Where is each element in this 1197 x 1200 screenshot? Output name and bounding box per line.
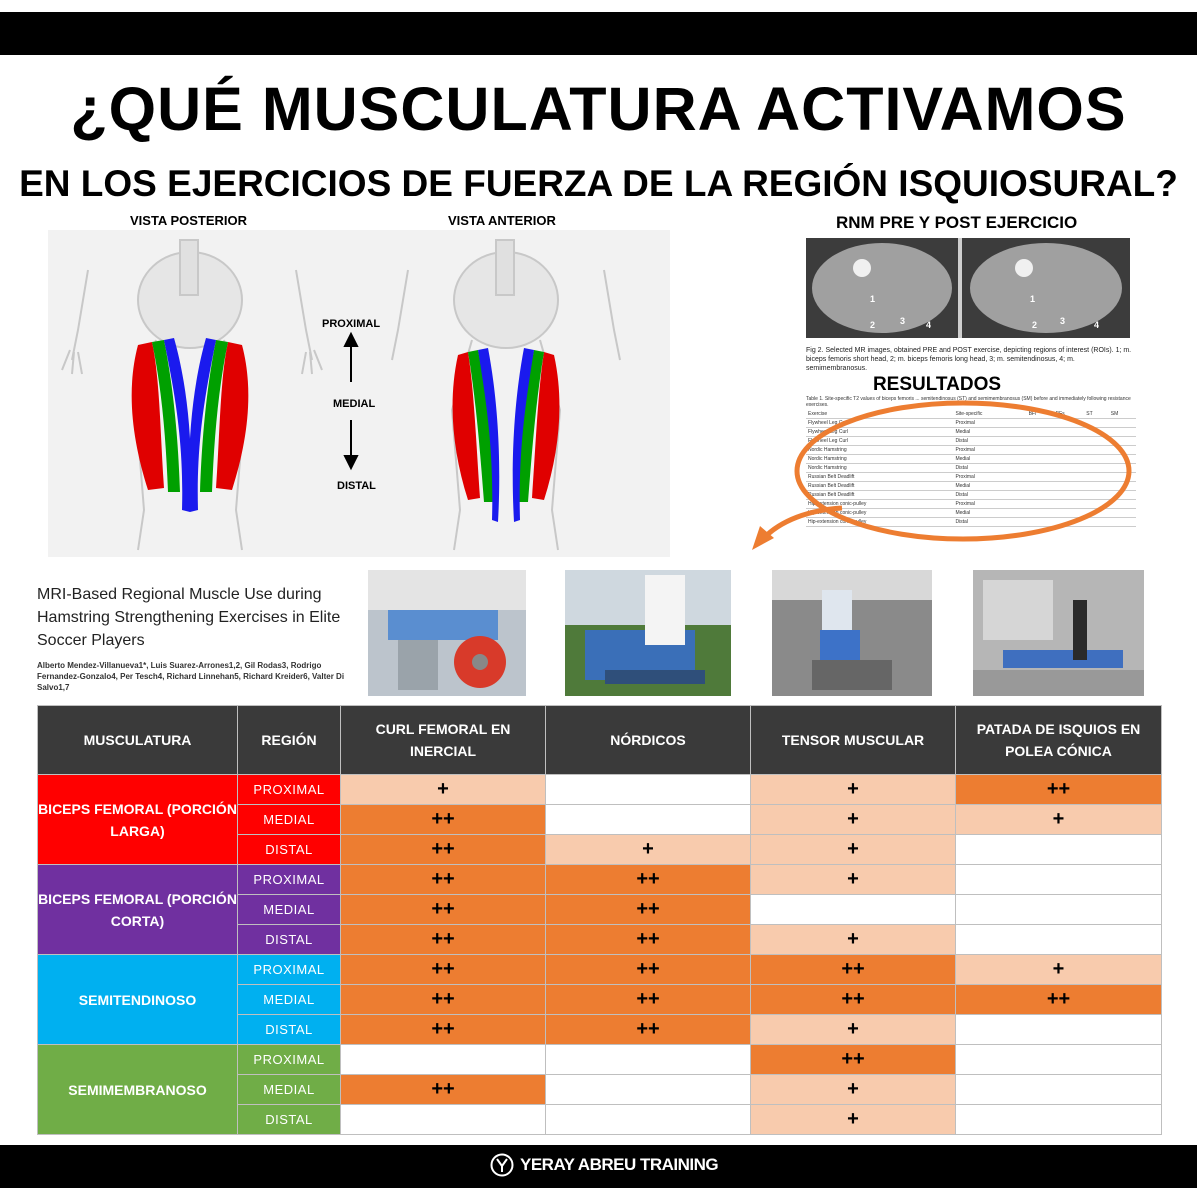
activation-cell-patada [956, 835, 1162, 865]
results-cell: Proximal [953, 419, 1026, 428]
mri-images [806, 238, 1130, 338]
medial-label: MEDIAL [333, 398, 376, 410]
proximal-label: PROXIMAL [322, 318, 381, 330]
region-cell: PROXIMAL [238, 865, 341, 895]
roi-label: 1 [870, 294, 876, 304]
results-cell: Russian Belt Deadlift [806, 473, 953, 482]
anterior-hamstrings [453, 348, 560, 522]
posterior-view-label: VISTA POSTERIOR [130, 213, 248, 228]
activation-cell-patada: + [956, 955, 1162, 985]
results-cell: Nordic Hamstring [806, 446, 953, 455]
activation-cell-tensor: + [751, 1075, 956, 1105]
header-nordicos: NÓRDICOS [546, 706, 751, 775]
results-cell: Nordic Hamstring [806, 455, 953, 464]
activation-cell-curl: ++ [341, 835, 546, 865]
activation-cell-nordic: ++ [546, 895, 751, 925]
activation-cell-tensor: ++ [751, 955, 956, 985]
activation-cell-tensor: + [751, 835, 956, 865]
activation-cell-curl [341, 1045, 546, 1075]
results-cell: Distal [953, 437, 1026, 446]
roi-label: 4 [926, 320, 932, 330]
results-header: BFs [1054, 410, 1084, 419]
activation-cell-nordic: ++ [546, 985, 751, 1015]
ya-monogram-icon [490, 1153, 514, 1177]
header-musculatura: MUSCULATURA [38, 706, 238, 775]
activation-cell-tensor: + [751, 1015, 956, 1045]
photo-nordicos [565, 570, 731, 696]
results-title: RESULTADOS [872, 374, 1002, 395]
activation-cell-tensor: + [751, 805, 956, 835]
results-cell: Hip-extension conic-pulley [806, 518, 953, 527]
results-cell: Flywheel Leg Curl [806, 419, 953, 428]
muscle-name-cell: SEMIMEMBRANOSO [38, 1045, 238, 1135]
results-cell: Hip-extension conic-pulley [806, 500, 953, 509]
results-header: ST [1084, 410, 1109, 419]
results-cell: Nordic Hamstring [806, 464, 953, 473]
activation-cell-nordic: + [546, 835, 751, 865]
activation-cell-curl: ++ [341, 805, 546, 835]
activation-cell-patada [956, 1105, 1162, 1135]
muscle-name-cell: BICEPS FEMORAL (PORCIÓN LARGA) [38, 775, 238, 865]
table-row [38, 775, 1162, 805]
activation-table-body [38, 775, 1162, 1135]
results-cell: Flywheel Leg Curl [806, 437, 953, 446]
roi-label: 2 [870, 320, 876, 330]
region-cell: DISTAL [238, 835, 341, 865]
footer-brand: YERAY ABREU TRAINING [520, 1155, 719, 1174]
activation-cell-curl: ++ [341, 865, 546, 895]
activation-cell-nordic [546, 775, 751, 805]
region-cell: PROXIMAL [238, 1045, 341, 1075]
activation-cell-tensor [751, 895, 956, 925]
roi-label: 4 [1094, 320, 1100, 330]
activation-cell-nordic: ++ [546, 955, 751, 985]
posterior-hamstrings [132, 338, 249, 512]
activation-cell-patada [956, 895, 1162, 925]
mri-title: RNM PRE Y POST EJERCICIO [836, 213, 1078, 232]
results-cell: Medial [953, 482, 1026, 491]
roi-label: 2 [1032, 320, 1038, 330]
results-cell: Russian Belt Deadlift [806, 482, 953, 491]
activation-cell-patada [956, 1015, 1162, 1045]
results-cell: Hip-extension conic-pulley [806, 509, 953, 518]
photo-tensor-muscular [772, 570, 932, 696]
main-title: ¿QUÉ MUSCULATURA ACTIVAMOS [70, 75, 1127, 143]
activation-cell-nordic: ++ [546, 1015, 751, 1045]
results-cell: Distal [953, 464, 1026, 473]
results-header: BFl [1027, 410, 1054, 419]
distal-label: DISTAL [337, 480, 376, 492]
photo-curl-femoral-inercial [368, 570, 526, 696]
activation-cell-curl: ++ [341, 985, 546, 1015]
anatomy-figure [48, 230, 670, 557]
activation-cell-curl: + [341, 775, 546, 805]
activation-cell-patada: + [956, 805, 1162, 835]
activation-table [37, 705, 1162, 1135]
region-cell: MEDIAL [238, 895, 341, 925]
paper-authors: Alberto Mendez-Villanueva1*, Luis Suarez-Arrones1,2, Gil Rodas3, Rodrigo Fernandez-Gonzalo4, Per Tesch4, Richard Linnehan5, Richard Kreider6, Valter Di Salvo1,7 [37, 661, 345, 692]
anterior-skeleton [392, 240, 620, 550]
table-header-row [38, 706, 1162, 775]
results-cell: Medial [953, 428, 1026, 437]
paper-reference [37, 583, 357, 693]
region-cell: DISTAL [238, 1105, 341, 1135]
activation-cell-tensor: + [751, 775, 956, 805]
subtitle: EN LOS EJERCICIOS DE FUERZA DE LA REGIÓN ISQUIOSURAL? [19, 163, 1178, 204]
header-patada-isquios: PATADA DE ISQUIOS EN POLEA CÓNICA [956, 706, 1162, 775]
activation-cell-nordic: ++ [546, 925, 751, 955]
activation-cell-curl: ++ [341, 955, 546, 985]
header-curl-femoral: CURL FEMORAL EN INERCIAL [341, 706, 546, 775]
roi-label: 1 [1030, 294, 1036, 304]
activation-cell-curl: ++ [341, 925, 546, 955]
photo-patada-polea-conica [973, 570, 1144, 696]
roi-label: 3 [1060, 316, 1066, 326]
results-cell: Medial [953, 455, 1026, 464]
results-cell: Proximal [953, 473, 1026, 482]
activation-cell-curl: ++ [341, 1075, 546, 1105]
results-table-caption: Table 1. Site-specific T2 values of biceps femoris ... semitendinosus (ST) and semimembranosus (SM) before and immediately following resistance exercises. [806, 396, 1131, 408]
activation-cell-patada: ++ [956, 775, 1162, 805]
results-cell: Medial [953, 509, 1026, 518]
region-cell: MEDIAL [238, 1075, 341, 1105]
mri-scans [806, 238, 1130, 338]
activation-cell-curl [341, 1105, 546, 1135]
region-cell: MEDIAL [238, 805, 341, 835]
activation-cell-patada [956, 1045, 1162, 1075]
activation-cell-nordic: ++ [546, 865, 751, 895]
results-header: SM [1109, 410, 1136, 419]
activation-cell-patada: ++ [956, 985, 1162, 1015]
table-row [38, 1045, 1162, 1075]
activation-cell-tensor: ++ [751, 985, 956, 1015]
top-black-bar [0, 12, 1197, 55]
results-cell: Distal [953, 518, 1026, 527]
region-cell: DISTAL [238, 925, 341, 955]
results-cell: Proximal [953, 446, 1026, 455]
activation-cell-nordic [546, 1075, 751, 1105]
activation-cell-tensor: + [751, 1105, 956, 1135]
activation-cell-nordic [546, 1045, 751, 1075]
activation-cell-patada [956, 925, 1162, 955]
header-region: REGIÓN [238, 706, 341, 775]
activation-cell-tensor: ++ [751, 1045, 956, 1075]
results-header: Exercise [806, 410, 953, 419]
header-tensor-muscular: TENSOR MUSCULAR [751, 706, 956, 775]
results-cell: Proximal [953, 500, 1026, 509]
region-cell: MEDIAL [238, 985, 341, 1015]
table-row [38, 865, 1162, 895]
activation-cell-nordic [546, 805, 751, 835]
region-cell: PROXIMAL [238, 775, 341, 805]
anterior-view-label: VISTA ANTERIOR [448, 213, 556, 228]
roi-label: 3 [900, 316, 906, 326]
results-cell: Flywheel Leg Curl [806, 428, 953, 437]
results-header: Site-specific [953, 410, 1026, 419]
mri-caption: Fig 2. Selected MR images, obtained PRE and POST exercise, depicting regions of interest (ROIs). 1; m. biceps femoris short head, 2; m. biceps femoris long head, 3; m. semitendinosus, 4; m. semimembranosus. [806, 347, 1132, 372]
highlight-ellipse-and-arrow [750, 398, 1150, 558]
activation-cell-patada [956, 865, 1162, 895]
table-row [38, 955, 1162, 985]
activation-cell-patada [956, 1075, 1162, 1105]
results-cell: Distal [953, 491, 1026, 500]
muscle-name-cell: SEMITENDINOSO [38, 955, 238, 1045]
muscle-name-cell: BICEPS FEMORAL (PORCIÓN CORTA) [38, 865, 238, 955]
activation-cell-curl: ++ [341, 895, 546, 925]
activation-cell-curl: ++ [341, 1015, 546, 1045]
hamstring-anatomy-illustration [48, 230, 670, 557]
region-cell: PROXIMAL [238, 955, 341, 985]
activation-cell-nordic [546, 1105, 751, 1135]
activation-cell-tensor: + [751, 925, 956, 955]
results-cell: Russian Belt Deadlift [806, 491, 953, 500]
region-cell: DISTAL [238, 1015, 341, 1045]
activation-cell-tensor: + [751, 865, 956, 895]
paper-title: MRI-Based Regional Muscle Use during Hamstring Strengthening Exercises in Elite Soccer Players [37, 586, 341, 649]
